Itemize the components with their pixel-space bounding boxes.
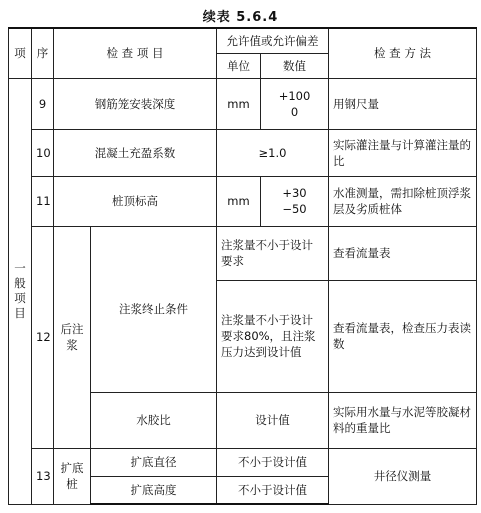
row-12-method-b: 查看流量表，检查压力表读数 xyxy=(329,280,477,392)
row-12-cond-b: 注浆量不小于设计要求80%，且注浆压力达到设计值 xyxy=(217,280,329,392)
row-12-sub1-item: 注浆终止条件 xyxy=(91,226,217,392)
row-13-group: 扩底桩 xyxy=(54,448,91,504)
row-13-sub2-value: 不小于设计值 xyxy=(217,476,329,504)
inspection-table xyxy=(8,27,477,505)
row-10-seq: 10 xyxy=(32,129,54,176)
row-12-method-a: 查看流量表 xyxy=(329,226,477,280)
row-12-seq: 12 xyxy=(32,226,54,448)
row-12-sub2-value: 设计值 xyxy=(217,392,329,448)
row-13-sub1-value: 不小于设计值 xyxy=(217,448,329,476)
header-check-item: 检 查 项 目 xyxy=(54,28,217,78)
header-value: 数值 xyxy=(261,53,329,78)
row-9-value: +100 0 xyxy=(261,78,329,129)
row-9-item: 钢筋笼安装深度 xyxy=(54,78,217,129)
row-11-value: +30 −50 xyxy=(261,176,329,226)
row-13-sub2-item: 扩底高度 xyxy=(91,476,217,504)
row-13-seq: 13 xyxy=(32,448,54,504)
header-item: 项 xyxy=(9,28,32,78)
row-11-method: 水准测量，需扣除桩顶浮浆层及劣质桩体 xyxy=(329,176,477,226)
row-10-method: 实际灌注量与计算灌注量的比 xyxy=(329,129,477,176)
row-10-value: ≥1.0 xyxy=(217,129,329,176)
row-12-group: 后注浆 xyxy=(54,226,91,448)
row-9-method: 用钢尺量 xyxy=(329,78,477,129)
header-seq: 序 xyxy=(32,28,54,78)
row-12-cond-a: 注浆量不小于设计要求 xyxy=(217,226,329,280)
group-label-general: 一 般 项 目 xyxy=(9,78,32,504)
header-unit: 单位 xyxy=(217,53,261,78)
row-11-item: 桩顶标高 xyxy=(54,176,217,226)
row-12-sub2-method: 实际用水量与水泥等胶凝材料的重量比 xyxy=(329,392,477,448)
row-9-seq: 9 xyxy=(32,78,54,129)
table-title: 续表 5.6.4 xyxy=(202,10,279,25)
row-10-item: 混凝土充盈系数 xyxy=(54,129,217,176)
row-13-method: 井径仪测量 xyxy=(329,448,477,504)
row-9-unit: mm xyxy=(217,78,261,129)
row-11-seq: 11 xyxy=(32,176,54,226)
row-13-sub1-item: 扩底直径 xyxy=(91,448,217,476)
header-method: 检 查 方 法 xyxy=(329,28,477,78)
row-12-sub2-item: 水胶比 xyxy=(91,392,217,448)
header-allowance: 允许值或允许偏差 xyxy=(217,28,329,53)
row-11-unit: mm xyxy=(217,176,261,226)
